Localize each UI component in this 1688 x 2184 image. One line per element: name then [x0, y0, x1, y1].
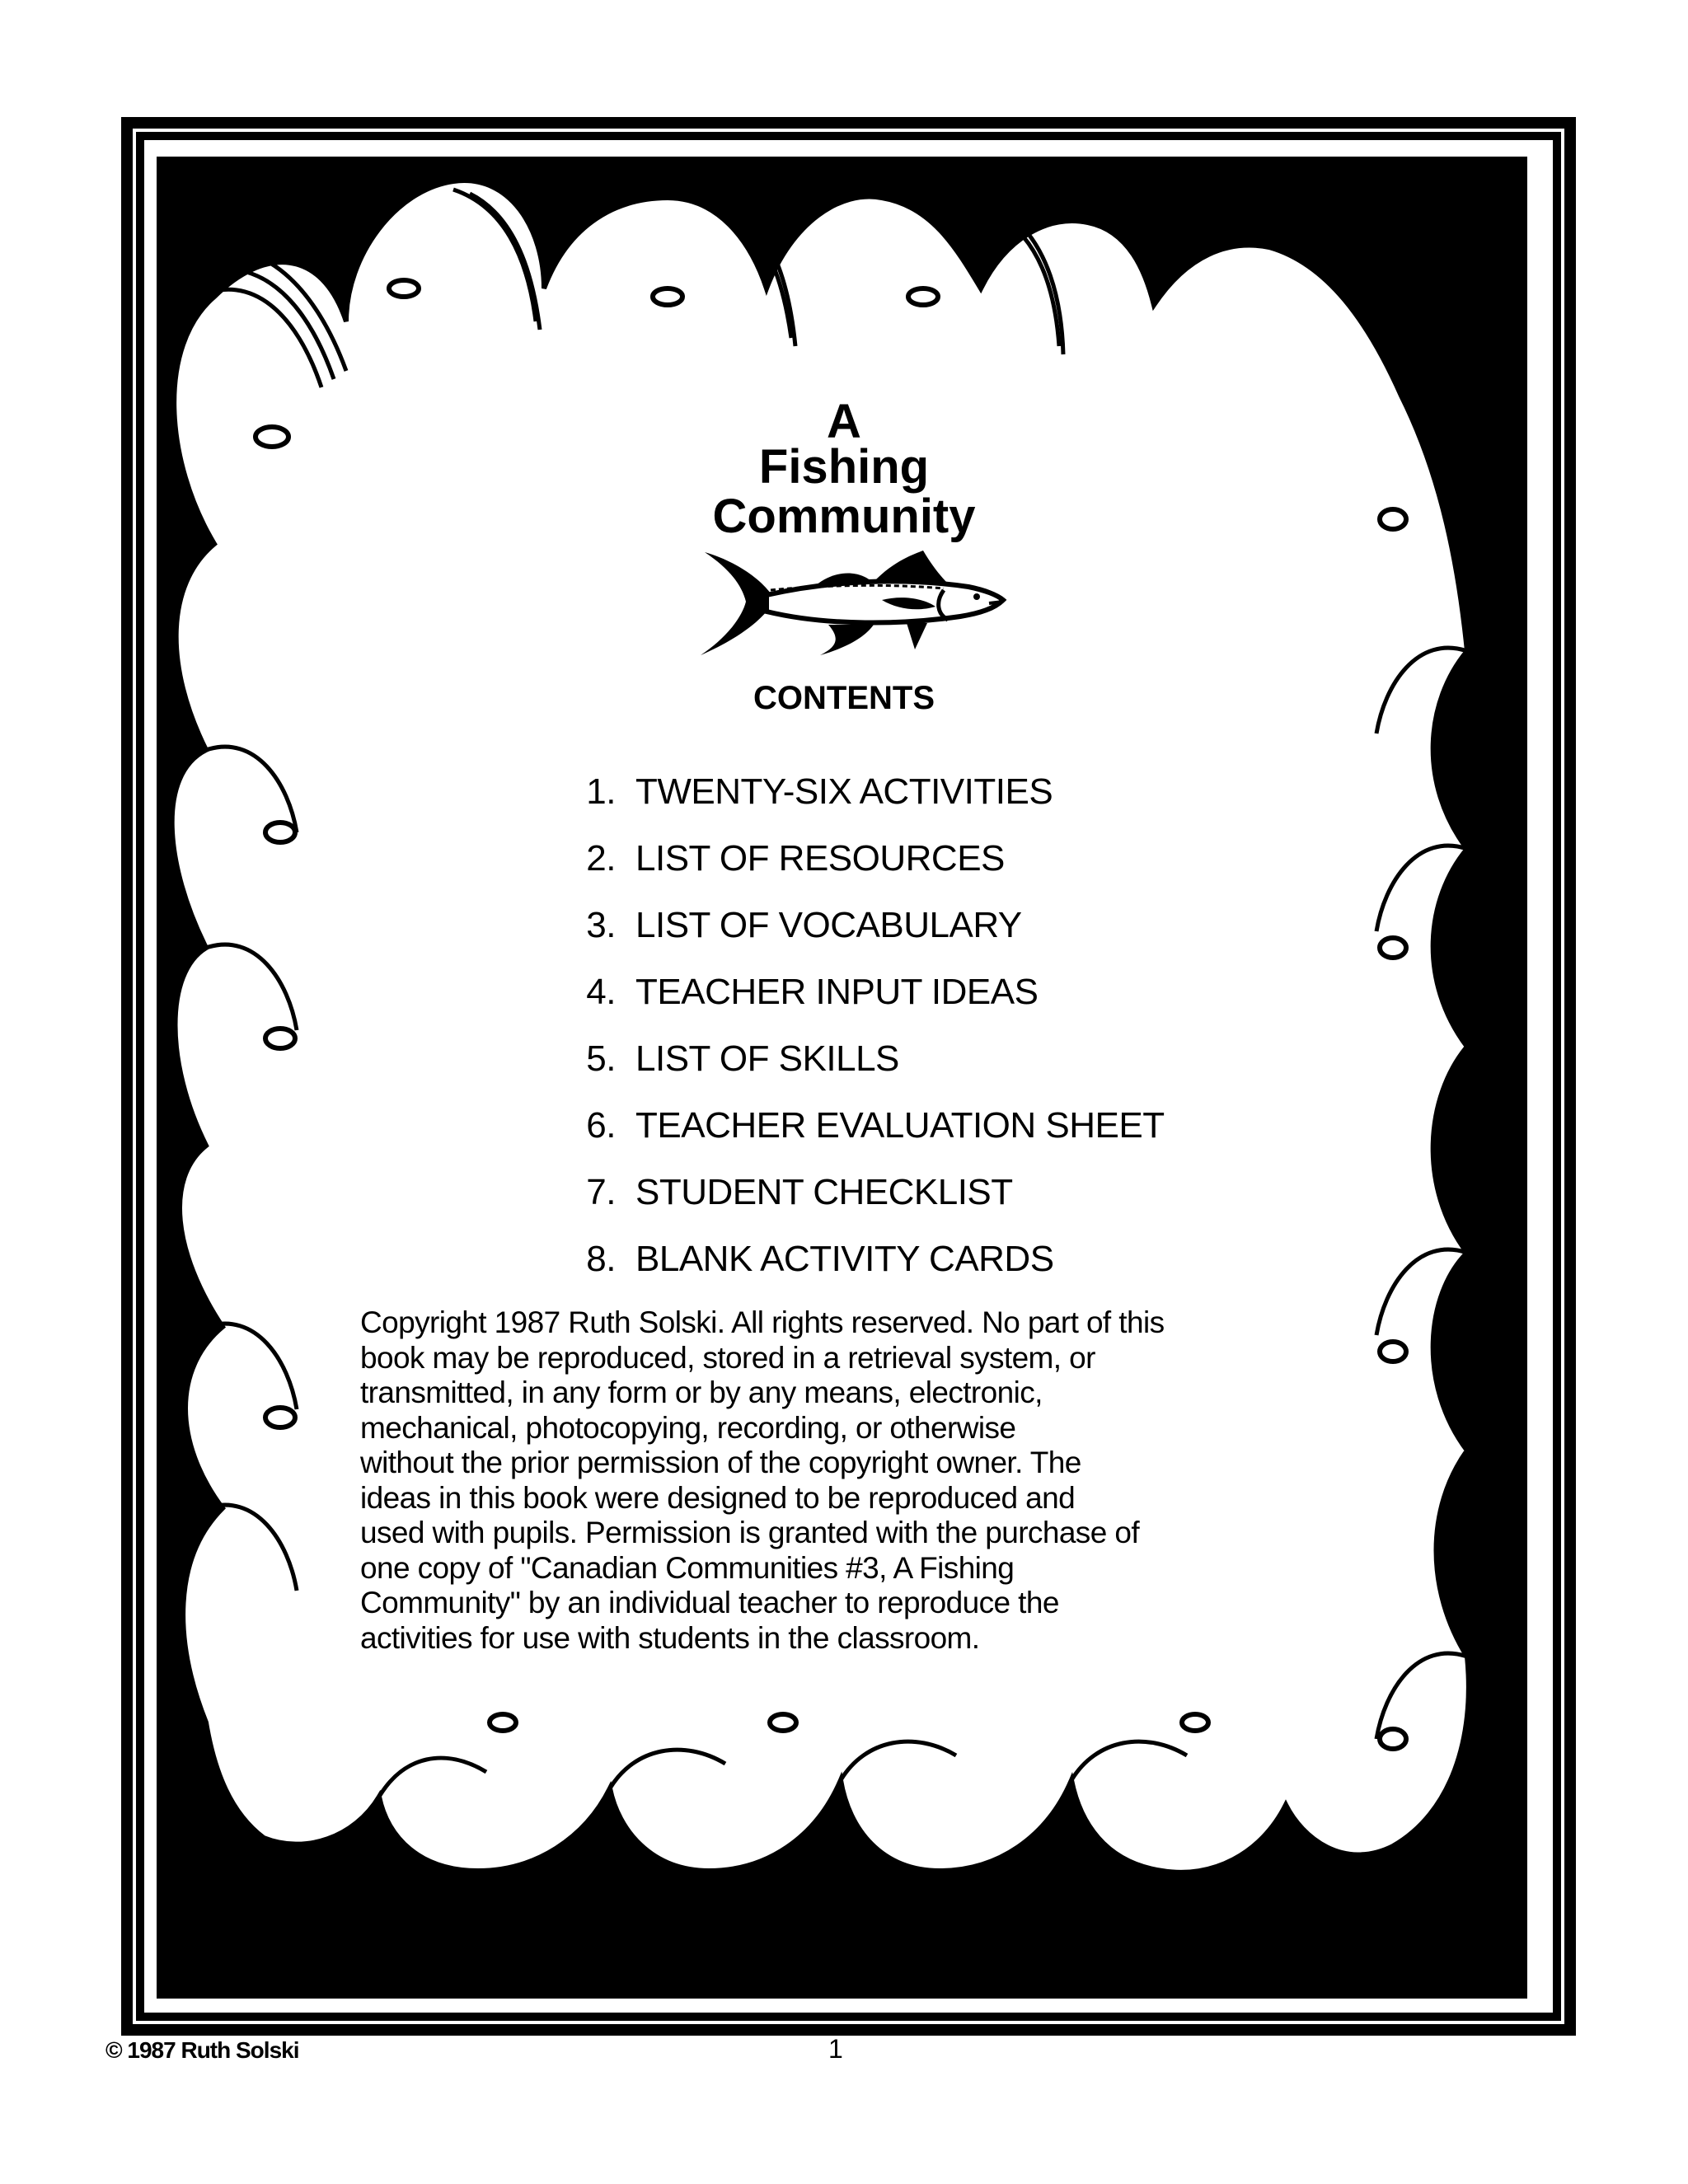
contents-item-label: BLANK ACTIVITY CARDS: [635, 1239, 1054, 1279]
contents-item-label: LIST OF VOCABULARY: [635, 905, 1022, 945]
contents-item-label: TEACHER EVALUATION SHEET: [635, 1105, 1165, 1146]
contents-list: [546, 758, 1165, 1292]
copyright-line: Community" by an individual teacher to reproduce the: [360, 1586, 1059, 1619]
contents-item-label: TEACHER INPUT IDEAS: [635, 972, 1039, 1012]
contents-item-number: 3.: [586, 905, 616, 945]
contents-item-number: 4.: [586, 972, 616, 1012]
contents-item: [546, 825, 1165, 892]
title-line-fishing: Fishing: [758, 440, 930, 494]
contents-item-label: LIST OF RESOURCES: [635, 838, 1005, 879]
contents-item: [546, 1226, 1165, 1292]
footer-copyright: © 1987 Ruth Solski: [106, 2037, 299, 2063]
copyright-line: transmitted, in any form or by any means, electronic,: [360, 1376, 1043, 1409]
contents-heading: CONTENTS: [753, 680, 935, 716]
contents-item: [546, 1092, 1165, 1159]
contents-item-number: 6.: [586, 1105, 616, 1146]
copyright-line: ideas in this book were designed to be reproduced and: [360, 1480, 1076, 1515]
copyright-line: activities for use with students in the classroom.: [360, 1620, 980, 1655]
contents-item-number: 1.: [586, 771, 616, 812]
contents-item: [546, 758, 1165, 825]
contents-item-number: 8.: [586, 1239, 616, 1279]
contents-item-label: LIST OF SKILLS: [635, 1038, 899, 1079]
contents-item-number: 7.: [586, 1172, 616, 1212]
title-line-a: A: [827, 395, 861, 448]
copyright-notice: [360, 1305, 1333, 1656]
contents-item: [546, 1159, 1165, 1226]
contents-item-number: 2.: [586, 838, 616, 879]
copyright-line: one copy of "Canadian Communities #3, A Fishing: [360, 1550, 1015, 1585]
copyright-line: mechanical, photocopying, recording, or otherwise: [360, 1410, 1016, 1445]
title-line-community: Community: [712, 490, 976, 543]
contents-item-number: 5.: [586, 1038, 616, 1079]
contents-item-label: TWENTY-SIX ACTIVITIES: [635, 771, 1053, 812]
contents-item: [546, 1025, 1165, 1092]
contents-item: [546, 958, 1165, 1025]
copyright-line: Copyright 1987 Ruth Solski. All rights reserved. No part of this: [360, 1305, 1165, 1339]
copyright-line: book may be reproduced, stored in a retrieval system, or: [360, 1340, 1095, 1375]
copyright-line: without the prior permission of the copyright owner. The: [360, 1446, 1081, 1479]
copyright-line: used with pupils. Permission is granted with the purchase of: [360, 1516, 1140, 1549]
contents-item: [546, 892, 1165, 958]
contents-item-label: STUDENT CHECKLIST: [635, 1172, 1013, 1212]
tuna-fish-icon: [696, 544, 1010, 659]
page-number: 1: [828, 2034, 843, 2064]
